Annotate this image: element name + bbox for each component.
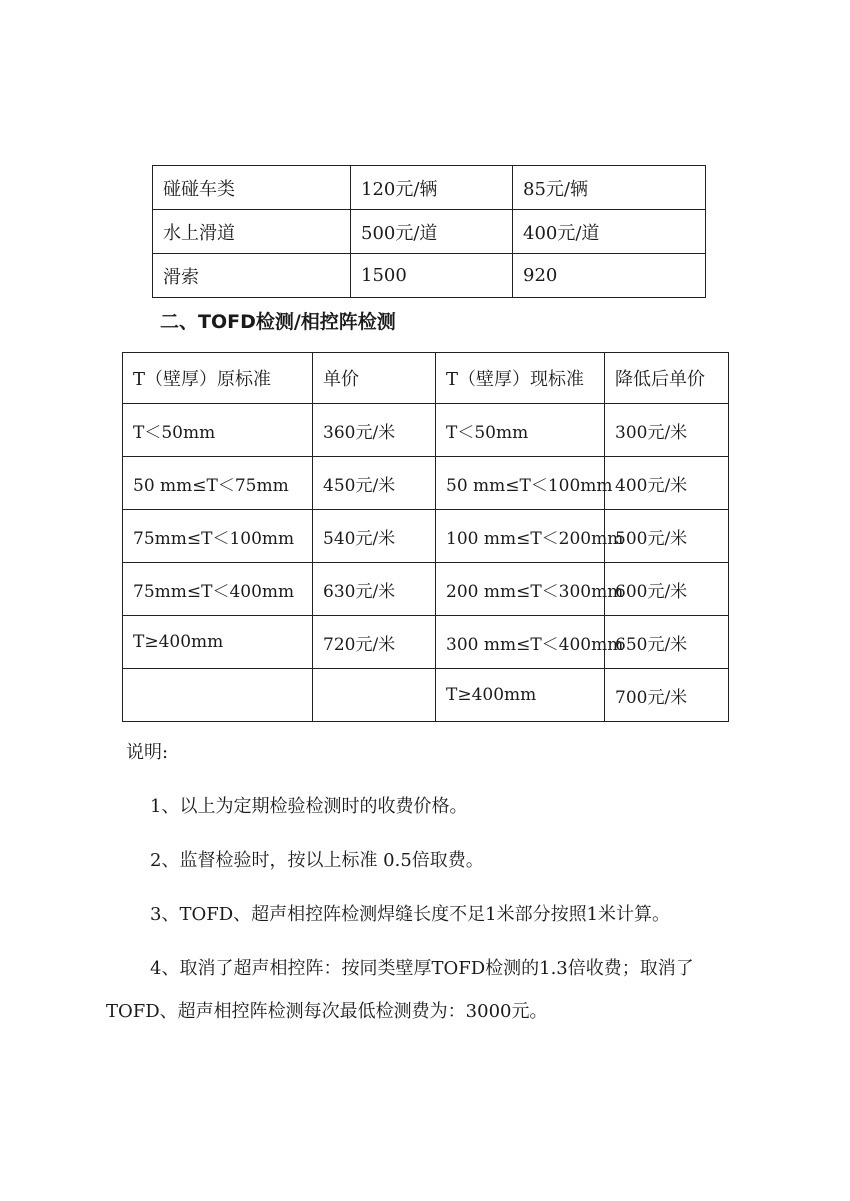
table-cell <box>313 669 436 722</box>
table-row <box>153 166 706 210</box>
table-cell: 650元/米 <box>605 616 729 669</box>
column-header: T（壁厚）原标准 <box>123 353 313 404</box>
section-heading: 二、TOFD检测/相控阵检测 <box>160 311 396 333</box>
amusement-fee-table <box>152 165 706 298</box>
table-cell: T＜50mm <box>123 404 313 457</box>
table-row <box>123 563 729 616</box>
table-cell: 50 mm≤T＜100mm <box>436 457 605 510</box>
table-row <box>123 669 729 722</box>
table-cell: 50 mm≤T＜75mm <box>123 457 313 510</box>
table-cell: 400元/道 <box>513 210 706 254</box>
table-cell: 360元/米 <box>313 404 436 457</box>
table-cell: 540元/米 <box>313 510 436 563</box>
table-cell: 碰碰车类 <box>153 166 351 210</box>
notes-label: 说明: <box>126 742 169 763</box>
table-cell: 920 <box>513 254 706 298</box>
note-item-continuation: TOFD、超声相控阵检测每次最低检测费为：3000元。 <box>106 1001 548 1022</box>
table-cell: 450元/米 <box>313 457 436 510</box>
table-cell: 200 mm≤T＜300mm <box>436 563 605 616</box>
table-cell: 500元/道 <box>351 210 513 254</box>
table-cell: 100 mm≤T＜200mm <box>436 510 605 563</box>
note-item: 2、监督检验时，按以上标准 0.5倍取费。 <box>150 850 484 871</box>
tofd-fee-table <box>122 352 729 722</box>
table-cell: 1500 <box>351 254 513 298</box>
table-cell: 75mm≤T＜100mm <box>123 510 313 563</box>
table-cell: 120元/辆 <box>351 166 513 210</box>
column-header: 降低后单价 <box>605 353 729 404</box>
table-cell: 300 mm≤T＜400mm <box>436 616 605 669</box>
table-cell: 滑索 <box>153 254 351 298</box>
table-cell: T＜50mm <box>436 404 605 457</box>
table-cell: 400元/米 <box>605 457 729 510</box>
note-item: 1、以上为定期检验检测时的收费价格。 <box>150 796 468 817</box>
note-item: 3、TOFD、超声相控阵检测焊缝长度不足1米部分按照1米计算。 <box>150 904 671 925</box>
table-cell: T≥400mm <box>123 616 313 669</box>
table-cell: 85元/辆 <box>513 166 706 210</box>
column-header: 单价 <box>313 353 436 404</box>
table-row <box>123 404 729 457</box>
table-cell: 720元/米 <box>313 616 436 669</box>
table-cell: 500元/米 <box>605 510 729 563</box>
table-cell: 630元/米 <box>313 563 436 616</box>
table-cell: 600元/米 <box>605 563 729 616</box>
column-header: T（壁厚）现标准 <box>436 353 605 404</box>
table-cell: 水上滑道 <box>153 210 351 254</box>
table-row <box>153 210 706 254</box>
table-header-row <box>123 353 729 404</box>
table-cell: 700元/米 <box>605 669 729 722</box>
table-row <box>123 510 729 563</box>
table-cell: 75mm≤T＜400mm <box>123 563 313 616</box>
table-row <box>123 457 729 510</box>
table-row <box>123 616 729 669</box>
table-cell <box>123 669 313 722</box>
table-row <box>153 254 706 298</box>
table-cell: 300元/米 <box>605 404 729 457</box>
note-item: 4、取消了超声相控阵：按同类壁厚TOFD检测的1.3倍收费；取消了 <box>150 958 694 979</box>
table-cell: T≥400mm <box>436 669 605 722</box>
